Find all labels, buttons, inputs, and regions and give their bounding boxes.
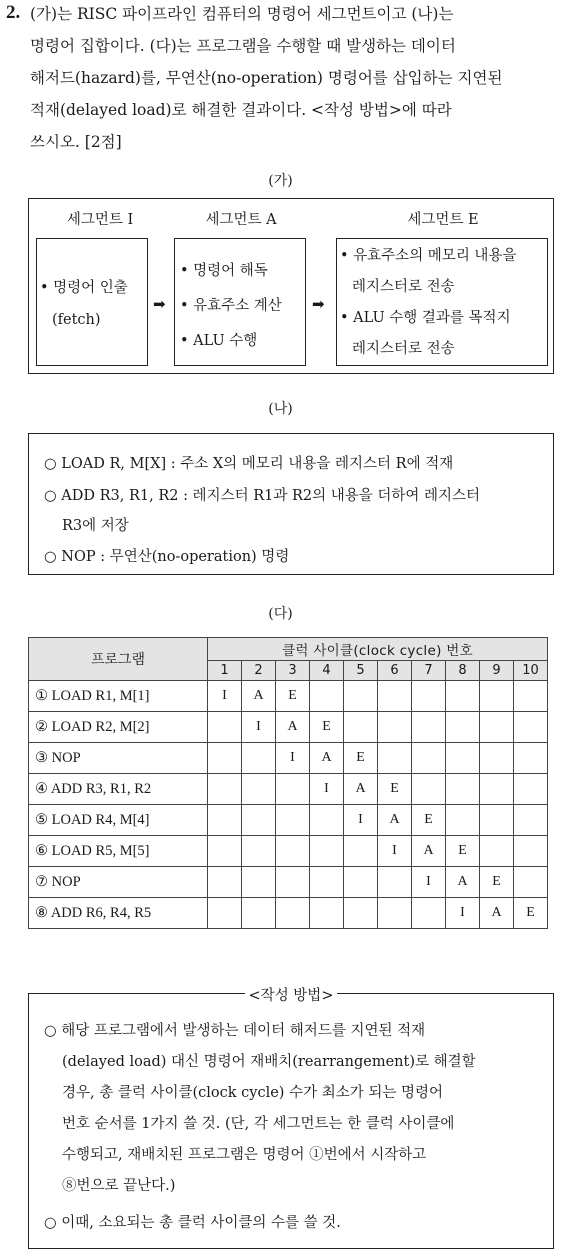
segment-e-item-1: • 유효주소의 메모리 내용을 (340, 248, 517, 264)
stage-cell (446, 743, 480, 774)
table-row (29, 805, 548, 836)
question-number: 2. (6, 2, 21, 23)
stage-cell (480, 805, 514, 836)
stage-cell: I (276, 743, 310, 774)
stage-cell (378, 712, 412, 743)
stage-cell: A (446, 867, 480, 898)
stage-cell: E (310, 712, 344, 743)
cycle-number-header: 4 (310, 661, 344, 681)
stage-cell: A (242, 681, 276, 712)
cycle-number-header: 9 (480, 661, 514, 681)
program-cell: ③ NOP (29, 743, 208, 774)
stage-cell: E (446, 836, 480, 867)
stage-cell (378, 681, 412, 712)
stage-cell: I (208, 681, 242, 712)
stage-cell (208, 712, 242, 743)
program-cell: ⑧ ADD R6, R4, R5 (29, 898, 208, 929)
cycle-number-header: 10 (514, 661, 548, 681)
stage-cell (514, 836, 548, 867)
method-line-4: 번호 순서를 1가지 쓸 것. (단, 각 세그먼트는 한 클럭 사이클에 (62, 1116, 455, 1132)
stage-cell (446, 712, 480, 743)
instruction-line-3: R3에 저장 (62, 518, 129, 534)
stage-cell (412, 743, 446, 774)
stage-cell (514, 712, 548, 743)
segment-i-item-2: (fetch) (52, 312, 101, 328)
cycle-number-header: 7 (412, 661, 446, 681)
stage-cell (208, 774, 242, 805)
stage-cell (412, 774, 446, 805)
stage-cell (242, 743, 276, 774)
instruction-line-2: ○ ADD R3, R1, R2 : 레지스터 R1과 R2의 내용을 더하여 레지스터 (44, 488, 481, 504)
method-line-7: ○ 이때, 소요되는 총 클럭 사이클의 수를 쓸 것. (44, 1215, 341, 1231)
stage-cell: E (276, 681, 310, 712)
table-row (29, 712, 548, 743)
method-line-6: ⑧번으로 끝난다.) (62, 1178, 176, 1194)
stage-cell (480, 836, 514, 867)
stage-cell: A (310, 743, 344, 774)
stage-cell (378, 867, 412, 898)
stage-cell (514, 774, 548, 805)
table-row (29, 774, 548, 805)
table-row (29, 867, 548, 898)
program-cell: ④ ADD R3, R1, R2 (29, 774, 208, 805)
stage-cell: A (412, 836, 446, 867)
stage-cell (412, 898, 446, 929)
segment-a-title: 세그먼트 A (205, 212, 277, 228)
stage-cell (344, 712, 378, 743)
stage-cell (276, 805, 310, 836)
program-cell: ⑥ LOAD R5, M[5] (29, 836, 208, 867)
table-row (29, 681, 548, 712)
segment-e-item-3: • ALU 수행 결과를 목적지 (340, 310, 511, 326)
question-line-4: 적재(delayed load)로 해결한 결과이다. <작성 방법>에 따라 (30, 101, 452, 119)
question-line-5: 쓰시오. [2점] (30, 133, 122, 151)
program-cell: ⑦ NOP (29, 867, 208, 898)
stage-cell (480, 743, 514, 774)
section-da-label: (다) (268, 606, 293, 622)
program-cell: ① LOAD R1, M[1] (29, 681, 208, 712)
arrow-right-icon: ➡ (312, 295, 325, 313)
method-line-3: 경우, 총 클럭 사이클(clock cycle) 수가 최소가 되는 명령어 (62, 1085, 443, 1101)
question-line-2: 명령어 집합이다. (다)는 프로그램을 수행할 때 발생하는 데이터 (30, 37, 456, 55)
clock-cycle-header: 클럭 사이클(clock cycle) 번호 (208, 638, 548, 661)
stage-cell (310, 805, 344, 836)
table-row (29, 743, 548, 774)
stage-cell (276, 774, 310, 805)
program-cell: ⑤ LOAD R4, M[4] (29, 805, 208, 836)
table-row (29, 836, 548, 867)
method-line-2: (delayed load) 대신 명령어 재배치(rearrangement)로 해결할 (62, 1054, 476, 1070)
stage-cell (208, 836, 242, 867)
stage-cell (276, 898, 310, 929)
stage-cell: I (310, 774, 344, 805)
stage-cell: E (412, 805, 446, 836)
stage-cell (480, 712, 514, 743)
stage-cell (412, 712, 446, 743)
cycle-number-header: 5 (344, 661, 378, 681)
stage-cell (310, 898, 344, 929)
stage-cell (242, 867, 276, 898)
cycle-number-header: 8 (446, 661, 480, 681)
cycle-number-header: 2 (242, 661, 276, 681)
stage-cell (378, 898, 412, 929)
stage-cell (242, 805, 276, 836)
stage-cell (242, 898, 276, 929)
stage-cell: A (276, 712, 310, 743)
table-header-row (29, 638, 548, 661)
stage-cell (208, 867, 242, 898)
stage-cell (378, 743, 412, 774)
segment-i-item-1: • 명령어 인출 (40, 280, 128, 296)
stage-cell (310, 836, 344, 867)
segment-e-item-2: 레지스터로 전송 (352, 279, 455, 295)
method-line-1: ○ 해당 프로그램에서 발생하는 데이터 해저드를 지연된 적재 (44, 1023, 426, 1039)
stage-cell (208, 898, 242, 929)
stage-cell (344, 836, 378, 867)
stage-cell (514, 805, 548, 836)
stage-cell: A (344, 774, 378, 805)
segment-i-box (36, 238, 148, 366)
stage-cell (242, 836, 276, 867)
stage-cell (480, 681, 514, 712)
stage-cell (514, 867, 548, 898)
segment-a-item-3: • ALU 수행 (180, 333, 258, 349)
segment-e-item-4: 레지스터로 전송 (352, 341, 455, 357)
stage-cell: I (446, 898, 480, 929)
stage-cell: I (242, 712, 276, 743)
stage-cell: A (480, 898, 514, 929)
program-header: 프로그램 (29, 638, 208, 681)
segment-e-title: 세그먼트 E (407, 212, 479, 228)
segment-a-item-2: • 유효주소 계산 (180, 298, 282, 314)
method-title: <작성 방법> (29, 984, 553, 1005)
cycle-number-header: 1 (208, 661, 242, 681)
stage-cell (514, 743, 548, 774)
table-row (29, 898, 548, 929)
section-ga-label: (가) (268, 173, 293, 189)
program-cell: ② LOAD R2, M[2] (29, 712, 208, 743)
stage-cell (344, 898, 378, 929)
stage-cell (242, 774, 276, 805)
stage-cell: I (412, 867, 446, 898)
question-line-1: (가)는 RISC 파이프라인 컴퓨터의 명령어 세그먼트이고 (나)는 (30, 5, 454, 23)
stage-cell (344, 681, 378, 712)
question-line-3: 해저드(hazard)를, 무연산(no-operation) 명령어를 삽입하는 지연된 (30, 69, 503, 87)
stage-cell: I (378, 836, 412, 867)
section-na-label: (나) (268, 401, 293, 417)
segment-i-title: 세그먼트 I (66, 212, 134, 228)
stage-cell (446, 681, 480, 712)
stage-cell (276, 867, 310, 898)
instruction-line-1: ○ LOAD R, M[X] : 주소 X의 메모리 내용을 레지스터 R에 적재 (44, 456, 454, 472)
stage-cell: E (344, 743, 378, 774)
stage-cell (208, 805, 242, 836)
stage-cell: A (378, 805, 412, 836)
stage-cell (310, 681, 344, 712)
stage-cell (208, 743, 242, 774)
pipeline-table (28, 637, 548, 929)
stage-cell (412, 681, 446, 712)
cycle-number-header: 3 (276, 661, 310, 681)
stage-cell: E (514, 898, 548, 929)
stage-cell: I (344, 805, 378, 836)
stage-cell (344, 867, 378, 898)
stage-cell (310, 867, 344, 898)
stage-cell (480, 774, 514, 805)
method-line-5: 수행되고, 재배치된 프로그램은 명령어 ①번에서 시작하고 (62, 1147, 427, 1163)
stage-cell (276, 836, 310, 867)
segment-a-item-1: • 명령어 해독 (180, 263, 268, 279)
stage-cell (446, 774, 480, 805)
arrow-right-icon: ➡ (153, 295, 166, 313)
stage-cell (446, 805, 480, 836)
instruction-line-4: ○ NOP : 무연산(no-operation) 명령 (44, 549, 290, 565)
stage-cell: E (480, 867, 514, 898)
stage-cell: E (378, 774, 412, 805)
cycle-number-header: 6 (378, 661, 412, 681)
stage-cell (514, 681, 548, 712)
